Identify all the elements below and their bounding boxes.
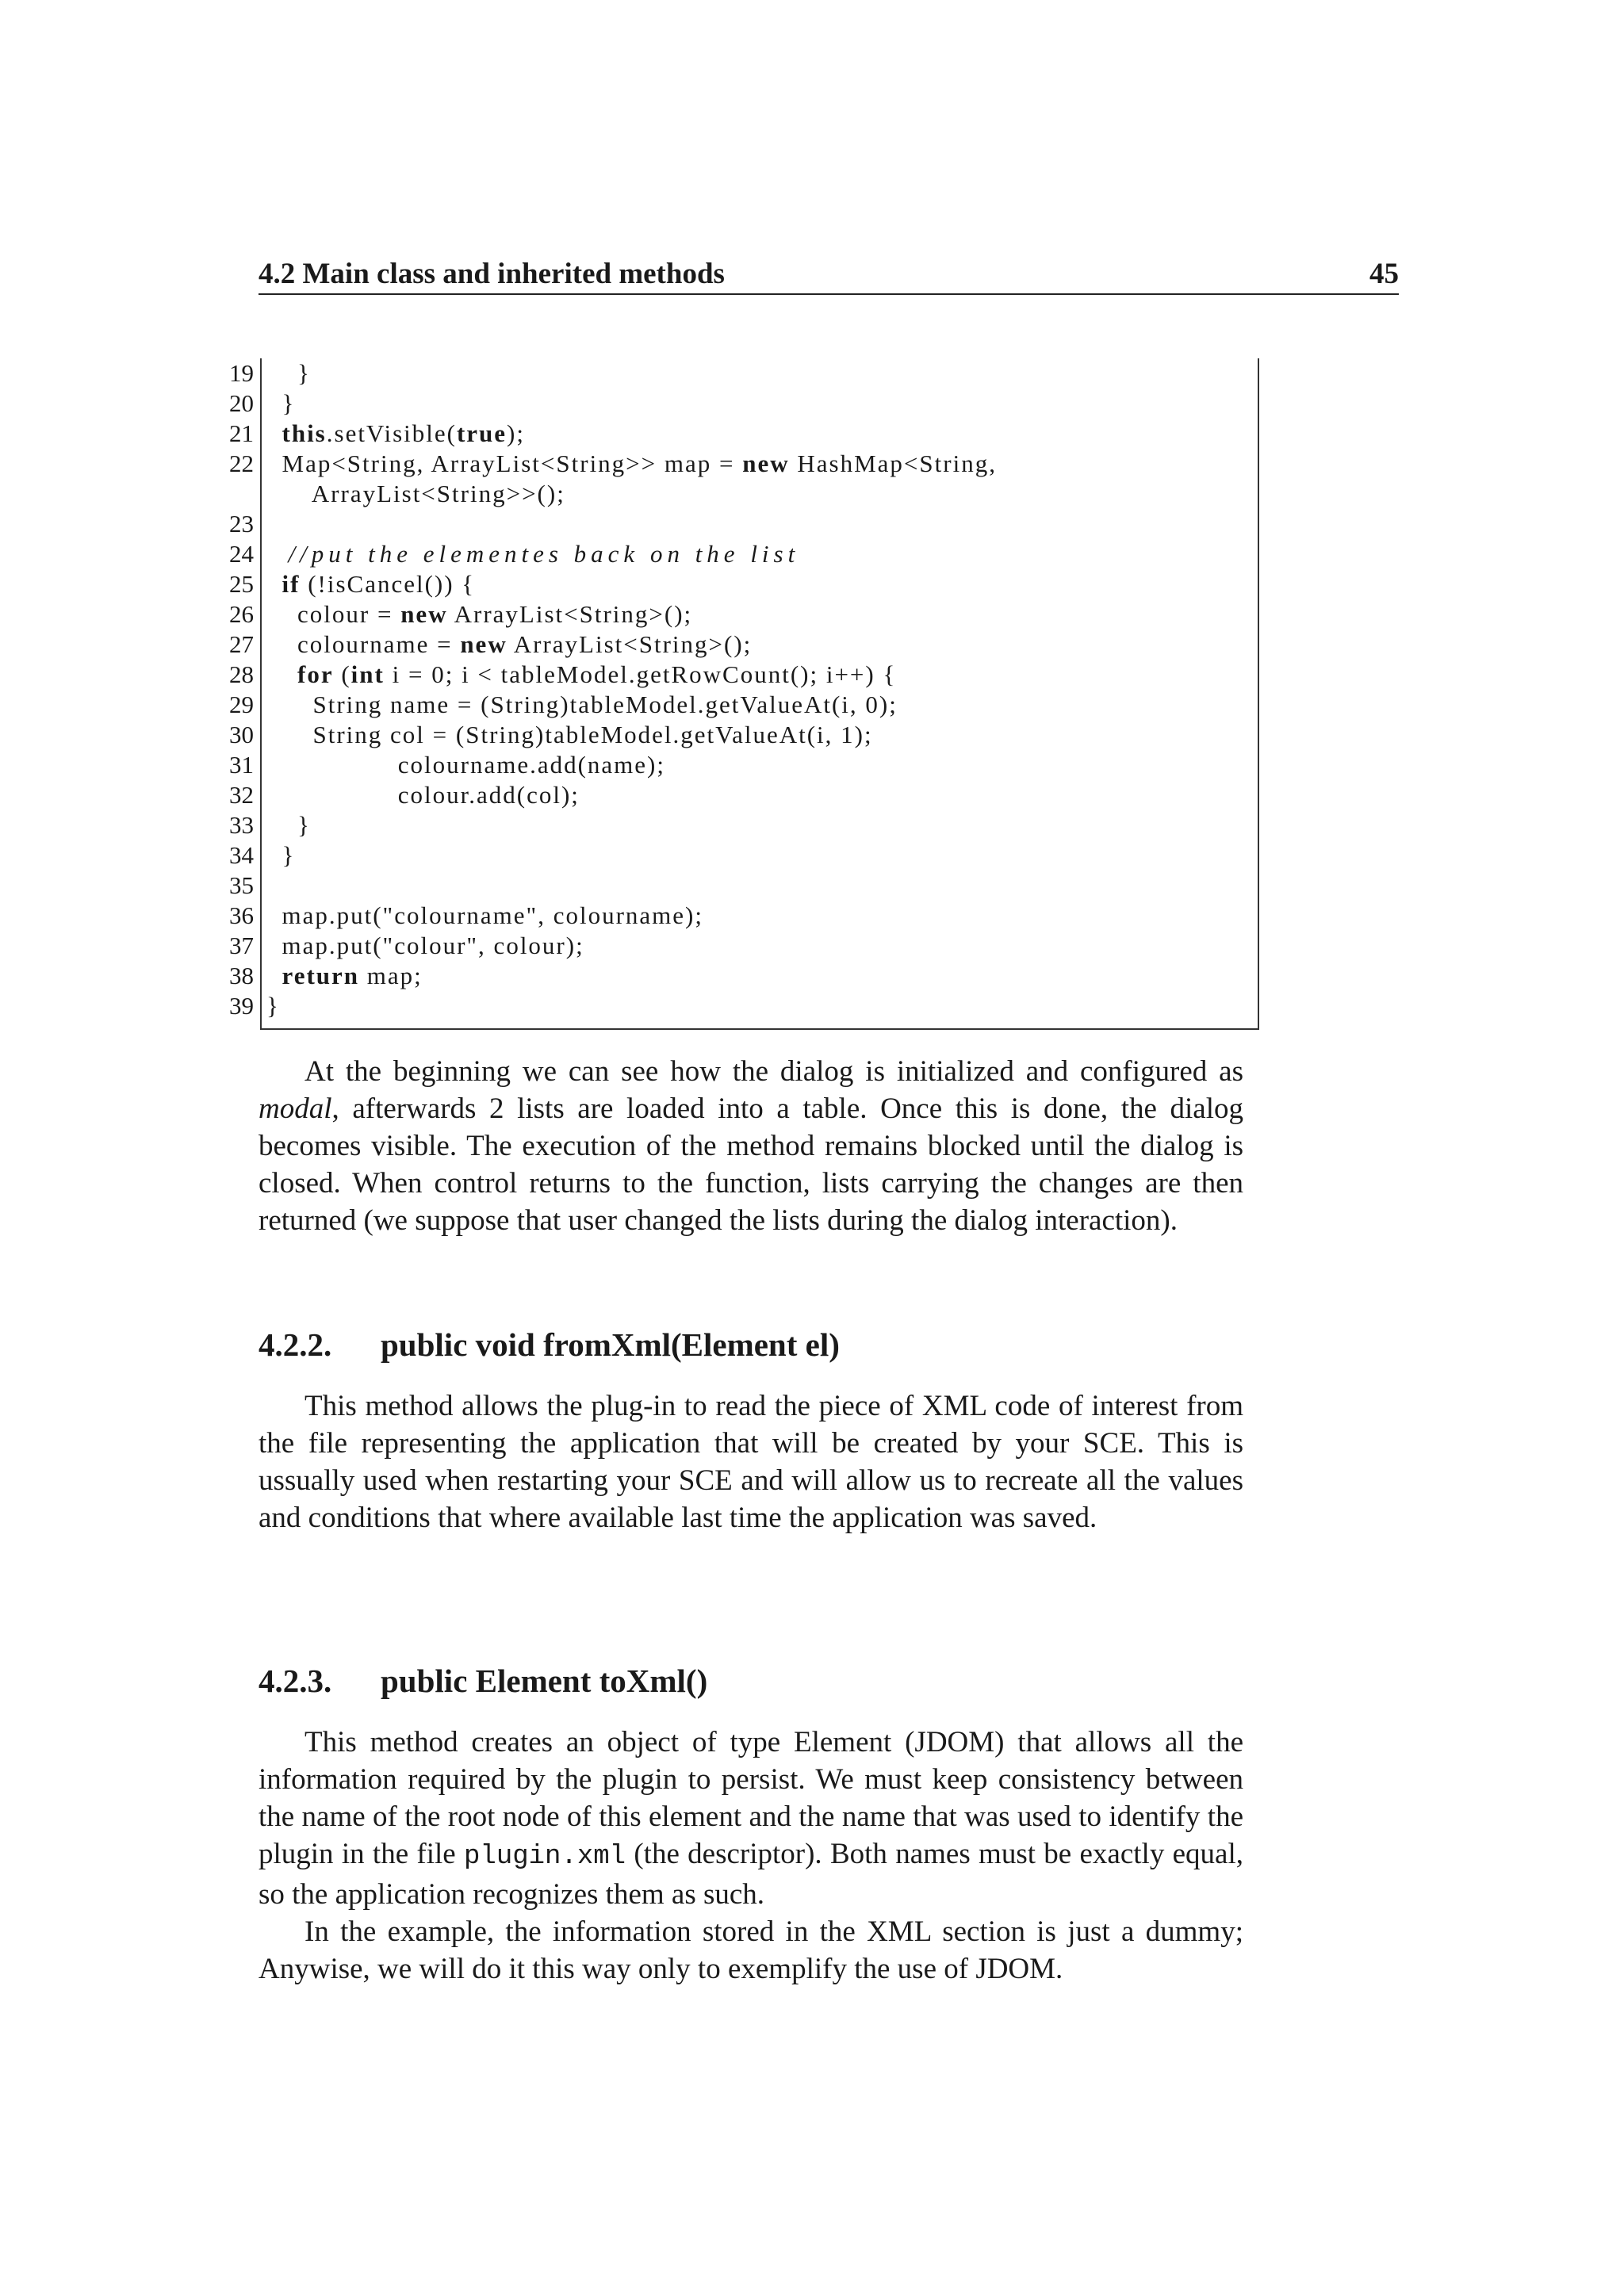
line-number: 31 bbox=[229, 751, 254, 779]
toxml-example-text: In the example, the information stored in the XML section is just a dummy; Anywise, we will do it this way only to exemplify the use of JDOM. bbox=[259, 1915, 1243, 1985]
line-number: 32 bbox=[229, 781, 254, 809]
code-token: colourname.add(name); bbox=[266, 751, 665, 779]
code-token: Map<String, ArrayList<String>> map = bbox=[266, 450, 743, 477]
code-token: HashMap<String, bbox=[789, 450, 997, 477]
code-token: map.put("colour", colour); bbox=[266, 932, 584, 959]
code-keyword: if bbox=[282, 570, 301, 598]
code-keyword: for bbox=[297, 660, 334, 688]
line-number: 34 bbox=[229, 841, 254, 869]
code-token: String name = (String)tableModel.getValueAt(i, 0); bbox=[266, 691, 898, 718]
code-keyword: int bbox=[350, 660, 385, 688]
code-token: colourname = bbox=[266, 630, 461, 658]
heading-4-2-3 bbox=[259, 1660, 707, 1701]
line-number: 38 bbox=[229, 962, 254, 989]
code-text bbox=[266, 388, 295, 419]
code-text bbox=[266, 991, 280, 1021]
code-token: } bbox=[266, 359, 311, 387]
line-number: 20 bbox=[229, 389, 254, 417]
code-token: ( bbox=[333, 660, 351, 688]
code-text bbox=[266, 810, 311, 840]
line-number: 23 bbox=[229, 510, 254, 538]
code-text bbox=[266, 569, 475, 599]
line-number: 29 bbox=[229, 691, 254, 718]
code-keyword: return bbox=[282, 962, 360, 989]
code-text bbox=[266, 539, 799, 569]
heading-4-2-2 bbox=[259, 1324, 840, 1365]
code-token: } bbox=[266, 841, 296, 869]
toxml-text-b: (the descriptor). Both names must be exactly equal, so the application recognizes them as such. bbox=[259, 1838, 1243, 1911]
line-number: 39 bbox=[229, 992, 254, 1020]
code-text bbox=[266, 780, 580, 810]
code-token: i = 0; i < tableModel.getRowCount(); i++) { bbox=[384, 660, 897, 688]
plugin-xml-filename: plugin.xml bbox=[464, 1842, 626, 1872]
code-text bbox=[266, 690, 898, 720]
fromxml-text: This method allows the plug-in to read the piece of XML code of interest from the file representing the application that will be created by your SCE. This is ussually used when restarting your SCE and will allow us to recreate all the values and conditions that where available last time the application was saved. bbox=[259, 1390, 1243, 1534]
code-text bbox=[266, 479, 565, 509]
paragraph-fromxml bbox=[259, 1387, 1243, 1536]
line-number: 35 bbox=[229, 871, 254, 899]
code-keyword: new bbox=[742, 450, 790, 477]
code-token: ); bbox=[507, 419, 525, 447]
line-number: 22 bbox=[229, 450, 254, 477]
code-token: colour.add(col); bbox=[266, 781, 580, 809]
line-number: 24 bbox=[229, 540, 254, 568]
code-token bbox=[266, 660, 297, 688]
para1-emphasis: modal bbox=[259, 1093, 332, 1125]
code-token: } bbox=[266, 811, 311, 839]
code-text bbox=[266, 629, 752, 660]
heading-title: public Element toXml() bbox=[381, 1663, 708, 1699]
heading-number: 4.2.3. bbox=[259, 1663, 332, 1699]
code-keyword: this bbox=[282, 419, 327, 447]
running-head bbox=[259, 255, 1399, 295]
line-number: 30 bbox=[229, 721, 254, 748]
code-token: map.put("colourname", colourname); bbox=[266, 901, 703, 929]
code-comment: //put the elementes back on the list bbox=[266, 540, 800, 568]
heading-number: 4.2.2. bbox=[259, 1326, 332, 1363]
toxml-text-a: This method creates an object of type Element (JDOM) that allows all the information required by the plugin to persist. We must keep consistency between the name of the root node of this element and the name that was used to identify the plugin in the file bbox=[259, 1726, 1243, 1870]
paragraph-toxml bbox=[259, 1724, 1243, 1988]
paragraph-dialog-explanation bbox=[259, 1053, 1243, 1239]
code-keyword: true bbox=[456, 419, 508, 447]
code-text bbox=[266, 419, 525, 449]
code-text bbox=[266, 660, 896, 690]
code-text bbox=[266, 720, 873, 750]
line-number: 27 bbox=[229, 630, 254, 658]
para1-text-a: At the beginning we can see how the dialog is initialized and configured as bbox=[304, 1055, 1243, 1088]
para1-text-b: , afterwards 2 lists are loaded into a table. Once this is done, the dialog becomes visible. The execution of the method remains blocked until the dialog is closed. When control returns to the function, lists carrying the changes are then returned (we suppose that user changed the lists during the dialog interaction). bbox=[259, 1093, 1243, 1237]
section-title: 4.2 Main class and inherited methods bbox=[259, 258, 725, 290]
line-number: 33 bbox=[229, 811, 254, 839]
code-token: map; bbox=[359, 962, 423, 989]
code-token: ArrayList<String>>(); bbox=[266, 480, 565, 507]
code-text bbox=[266, 449, 997, 479]
code-token: } bbox=[266, 389, 296, 417]
line-number: 21 bbox=[229, 419, 254, 447]
code-token: ArrayList<String>(); bbox=[447, 600, 693, 628]
heading-title: public void fromXml(Element el) bbox=[381, 1326, 840, 1363]
code-token: colour = bbox=[266, 600, 401, 628]
code-keyword: new bbox=[460, 630, 508, 658]
code-text bbox=[266, 358, 311, 388]
code-text bbox=[266, 961, 423, 991]
code-text bbox=[266, 840, 295, 871]
code-token: .setVisible( bbox=[326, 419, 457, 447]
code-token bbox=[266, 962, 282, 989]
line-number: 19 bbox=[229, 359, 254, 387]
line-number: 25 bbox=[229, 570, 254, 598]
line-number: 26 bbox=[229, 600, 254, 628]
line-number: 36 bbox=[229, 901, 254, 929]
code-token: } bbox=[266, 992, 280, 1020]
line-number: 28 bbox=[229, 660, 254, 688]
code-text bbox=[266, 750, 665, 780]
code-text bbox=[266, 599, 692, 629]
code-keyword: new bbox=[400, 600, 448, 628]
code-token: (!isCancel()) { bbox=[300, 570, 476, 598]
line-number: 37 bbox=[229, 932, 254, 959]
code-token: ArrayList<String>(); bbox=[507, 630, 753, 658]
code-text bbox=[266, 901, 703, 931]
code-token bbox=[266, 570, 282, 598]
code-token: String col = (String)tableModel.getValueAt(i, 1); bbox=[266, 721, 873, 748]
page-number: 45 bbox=[1369, 258, 1399, 290]
code-token bbox=[266, 419, 282, 447]
code-text bbox=[266, 931, 584, 961]
